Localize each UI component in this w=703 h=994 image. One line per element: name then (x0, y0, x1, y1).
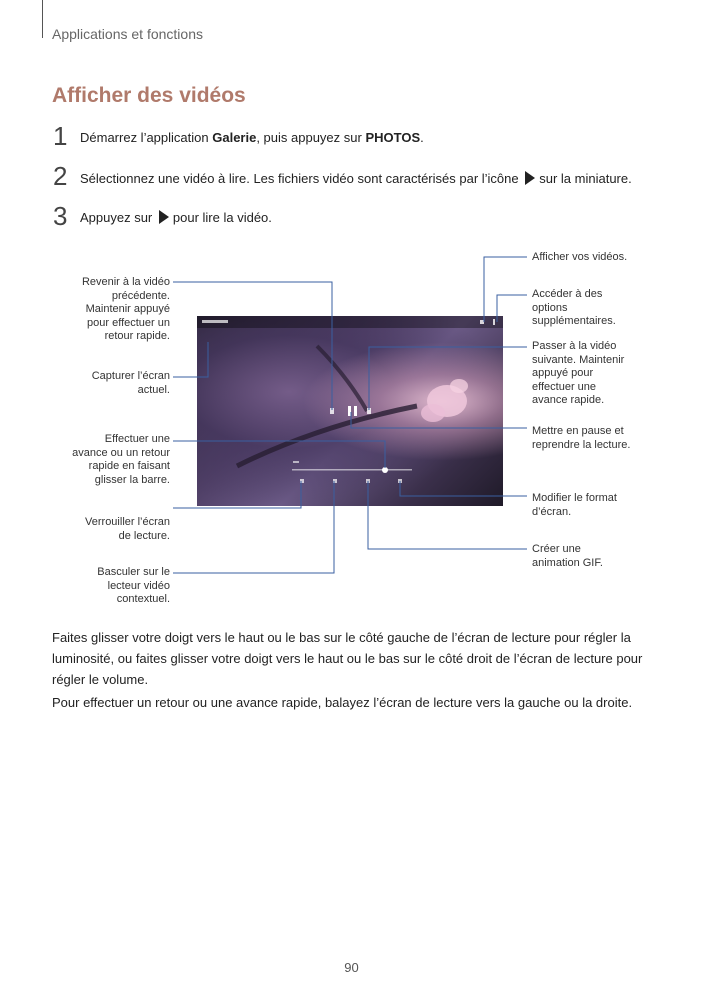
step-2-part-b: sur la miniature. (539, 171, 632, 186)
play-triangle-icon (159, 210, 169, 224)
step-3-part-a: Appuyez sur (80, 210, 153, 225)
callout-next-video: Passer à la vidéo suivante. Maintenir appuyé pour effectuer une avance rapide. (532, 340, 625, 406)
page-number: 90 (344, 960, 359, 975)
callout-more-options: Accéder à des options supplémentaires. (532, 288, 616, 327)
step-1-part-e: . (420, 130, 424, 145)
section-header: Applications et fonctions (52, 26, 203, 42)
step-1-galerie: Galerie (212, 130, 257, 145)
step-1-part-c: , puis appuyez sur (256, 130, 366, 145)
callout-pause-resume: Mettre en pause et reprendre la lecture. (532, 425, 631, 451)
step-number-2: 2 (53, 161, 68, 191)
step-number-3: 3 (53, 201, 68, 231)
callout-capture-screen: Capturer l’écran actuel. (91, 370, 170, 396)
step-number-1: 1 (53, 121, 68, 151)
step-2-text (80, 171, 632, 187)
paragraph-brightness-volume: Faites glisser votre doigt vers le haut ou le bas sur le côté gauche de l’écran de lecture pour régler la luminosité, ou faites glisser votre doigt vers le haut ou le bas sur le côté droit de l’écran de lecture pour régler le volume. (52, 630, 643, 687)
callout-seek-bar: Effectuer une avance ou un retour rapide en faisant glisser la barre. (72, 433, 170, 486)
step-2-part-a: Sélectionnez une vidéo à lire. Les fichiers vidéo sont caractérisés par l’icône (80, 171, 519, 186)
page-title: Afficher des vidéos (52, 84, 246, 107)
header-rule (42, 0, 43, 38)
play-triangle-icon (525, 171, 535, 185)
callout-popup-player: Basculer sur le lecteur vidéo contextuel. (97, 566, 170, 605)
callout-create-gif: Créer une animation GIF. (532, 543, 603, 569)
step-3-text (80, 210, 272, 226)
callout-view-videos: Afficher vos vidéos. (532, 251, 628, 263)
video-player-screenshot (197, 316, 503, 506)
step-1-photos: PHOTOS (365, 130, 421, 145)
step-1-text (80, 130, 424, 146)
callout-lock-screen: Verrouiller l’écran de lecture. (85, 516, 170, 542)
callout-screen-ratio: Modifier le format d’écran. (532, 492, 617, 518)
callout-previous-video: Revenir à la vidéo précédente. Maintenir appuyé pour effectuer un retour rapide. (81, 276, 170, 342)
step-3-part-b: pour lire la vidéo. (172, 210, 272, 225)
step-1-part-a: Démarrez l’application (80, 130, 213, 145)
paragraph-rewind-forward: Pour effectuer un retour ou une avance rapide, balayez l’écran de lecture vers la gauche ou la droite. (52, 695, 633, 710)
